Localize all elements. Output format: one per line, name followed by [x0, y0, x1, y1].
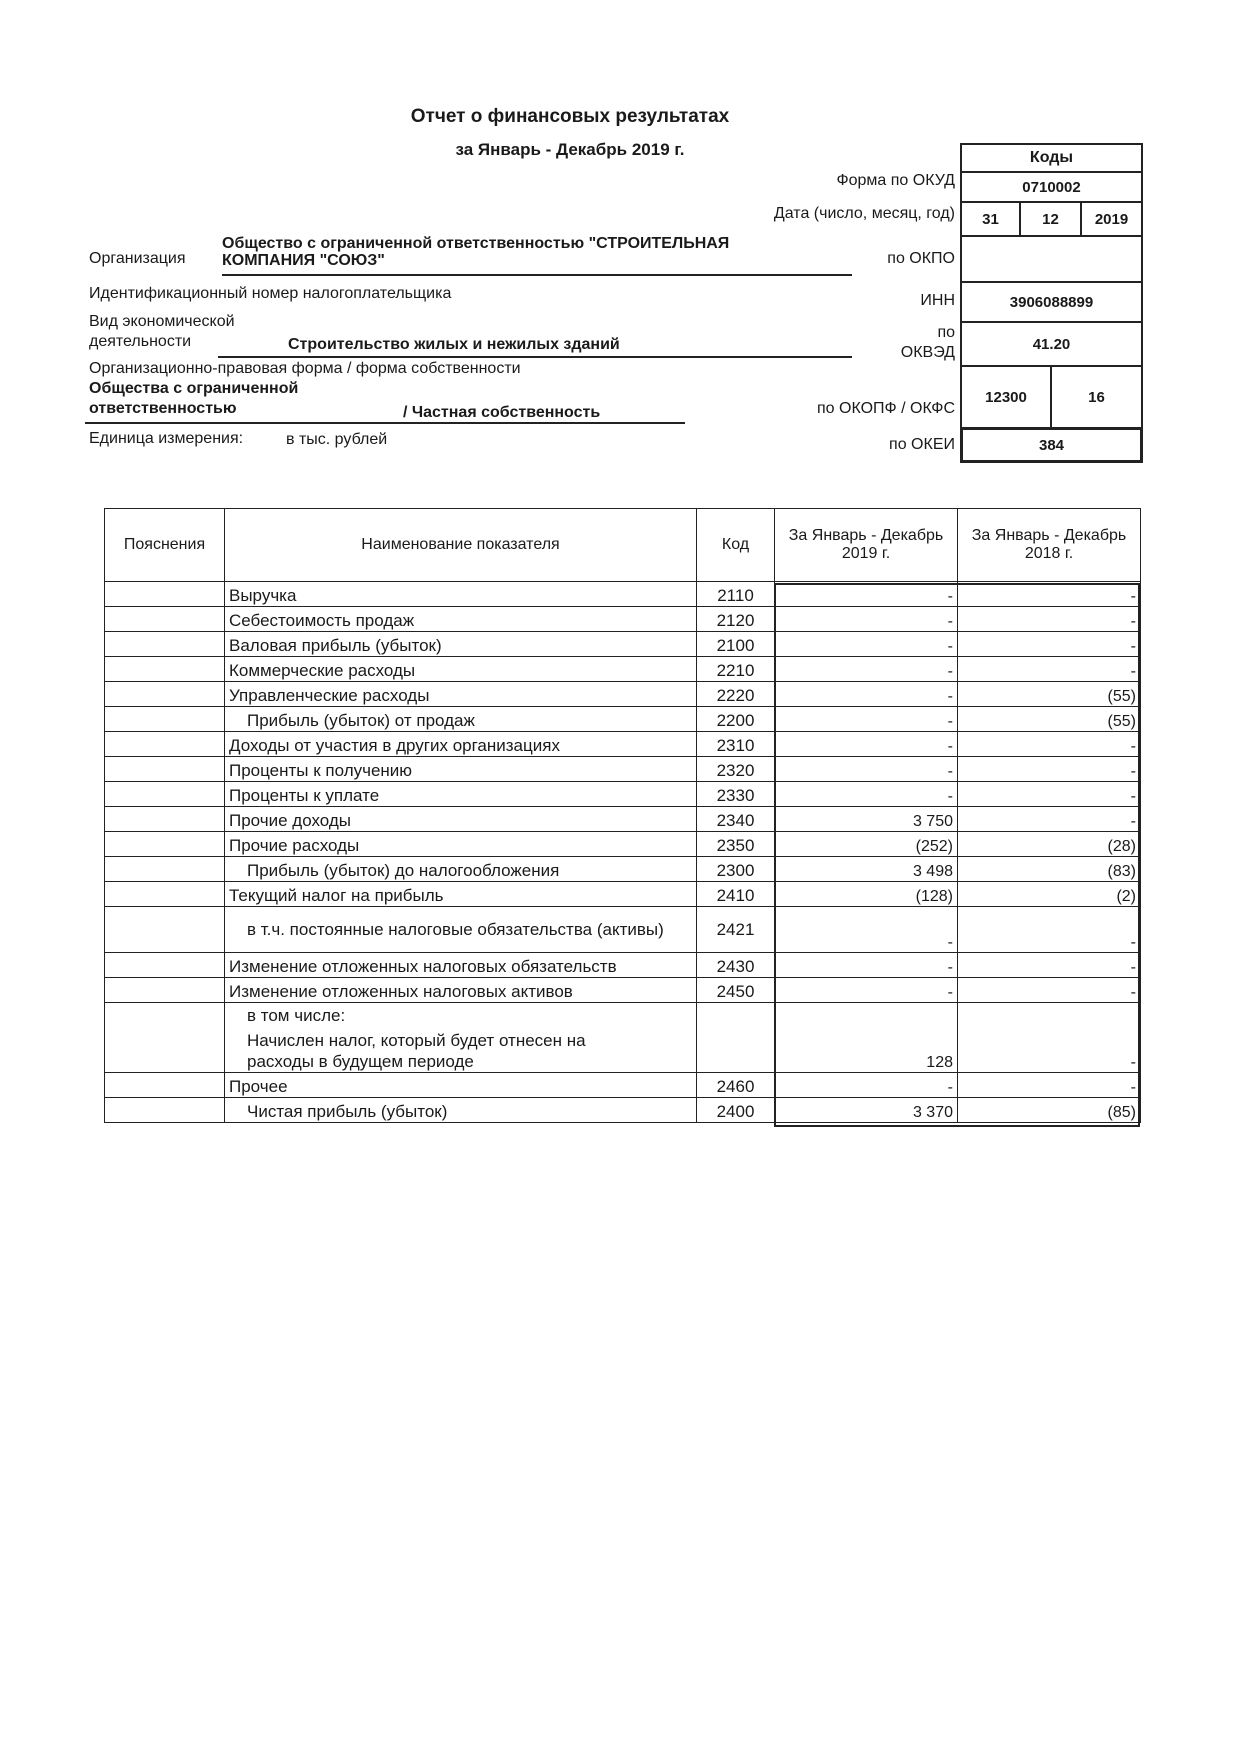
- codes-heading: Коды: [960, 143, 1143, 173]
- date-year: 2019: [1080, 201, 1143, 237]
- table-row: Коммерческие расходы 2210 - -: [105, 657, 1141, 682]
- legal-form-label: Организационно-правовая форма / форма собственности: [89, 360, 521, 377]
- header-notes: Пояснения: [105, 509, 225, 582]
- unit-label: Единица измерения:: [89, 430, 244, 447]
- okei-label: по ОКЕИ: [889, 436, 955, 453]
- activity-label-1: Вид экономической: [89, 313, 235, 330]
- table-row: Прочие доходы 2340 3 750 -: [105, 807, 1141, 832]
- ownership-form: / Частная собственность: [403, 404, 601, 421]
- header-previous-period: За Январь - Декабрь 2018 г.: [958, 509, 1141, 582]
- table-row: Себестоимость продаж 2120 - -: [105, 607, 1141, 632]
- financial-results-table: [104, 508, 1141, 1123]
- table-row: Выручка 2110 - -: [105, 582, 1141, 607]
- okfs-code: 16: [1050, 365, 1143, 429]
- okved-code: 41.20: [960, 321, 1143, 367]
- table-row: Изменение отложенных налоговых активов 2450 - -: [105, 978, 1141, 1003]
- table-row: в том числе: Начислен налог, который будет отнесен на расходы в будущем периоде 128 -: [105, 1003, 1141, 1073]
- unit-value: в тыс. рублей: [286, 431, 388, 448]
- report-period: за Январь - Декабрь 2019 г.: [455, 140, 685, 159]
- table-row-total: Чистая прибыль (убыток) 2400 3 370 (85): [105, 1098, 1141, 1123]
- table-row: Прочее 2460 - -: [105, 1073, 1141, 1098]
- table-row: в т.ч. постоянные налоговые обязательства (активы) 2421 - -: [105, 907, 1141, 953]
- okved-label-1: по: [937, 324, 955, 341]
- inn-text: Идентификационный номер налогоплательщика: [89, 285, 452, 302]
- org-name-line-2: КОМПАНИЯ "СОЮЗ": [222, 252, 852, 276]
- okved-label-2: ОКВЭД: [900, 344, 955, 361]
- table-row: Доходы от участия в других организациях 2310 - -: [105, 732, 1141, 757]
- table-row: Проценты к получению 2320 - -: [105, 757, 1141, 782]
- org-label: Организация: [89, 250, 186, 267]
- date-label: Дата (число, месяц, год): [773, 205, 955, 222]
- okopf-code: 12300: [960, 365, 1052, 429]
- header-code: Код: [697, 509, 775, 582]
- table-row: Валовая прибыль (убыток) 2100 - -: [105, 632, 1141, 657]
- date-day: 31: [960, 201, 1021, 237]
- activity-label-2: деятельности: [89, 333, 192, 350]
- okud-code: 0710002: [960, 171, 1143, 203]
- okpo-code: [960, 235, 1143, 283]
- table-row: Прочие расходы 2350 (252) (28): [105, 832, 1141, 857]
- table-row: Прибыль (убыток) до налогообложения 2300 3 498 (83): [105, 857, 1141, 882]
- row-subitem: Начислен налог, который будет отнесен на расходы в будущем периоде: [247, 1031, 586, 1071]
- legal-form-line-1: Общества с ограниченной: [89, 380, 299, 397]
- legal-form-line-2: ответственностью: [85, 400, 685, 424]
- okud-label: Форма по ОКУД: [836, 172, 955, 189]
- table-row: Управленческие расходы 2220 - (55): [105, 682, 1141, 707]
- date-month: 12: [1019, 201, 1082, 237]
- table-row: Проценты к уплате 2330 - -: [105, 782, 1141, 807]
- okopf-label: по ОКОПФ / ОКФС: [817, 400, 955, 417]
- table-row: Текущий налог на прибыль 2410 (128) (2): [105, 882, 1141, 907]
- header-name: Наименование показателя: [225, 509, 697, 582]
- header-current-period: За Январь - Декабрь 2019 г.: [775, 509, 958, 582]
- report-title: Отчет о финансовых результатах: [410, 106, 730, 127]
- inn-code: 3906088899: [960, 281, 1143, 323]
- okei-code: 384: [960, 427, 1143, 463]
- table-header-row: [105, 509, 1141, 582]
- okpo-label: по ОКПО: [887, 250, 955, 267]
- org-name-line-1: Общество с ограниченной ответственностью "СТРОИТЕЛЬНАЯ: [222, 235, 730, 252]
- row-subheading: в том числе:: [247, 1006, 346, 1025]
- inn-label: ИНН: [920, 292, 955, 309]
- activity-value: Строительство жилых и нежилых зданий: [218, 336, 852, 358]
- table-row: Прибыль (убыток) от продаж 2200 - (55): [105, 707, 1141, 732]
- table-row: Изменение отложенных налоговых обязательств 2430 - -: [105, 953, 1141, 978]
